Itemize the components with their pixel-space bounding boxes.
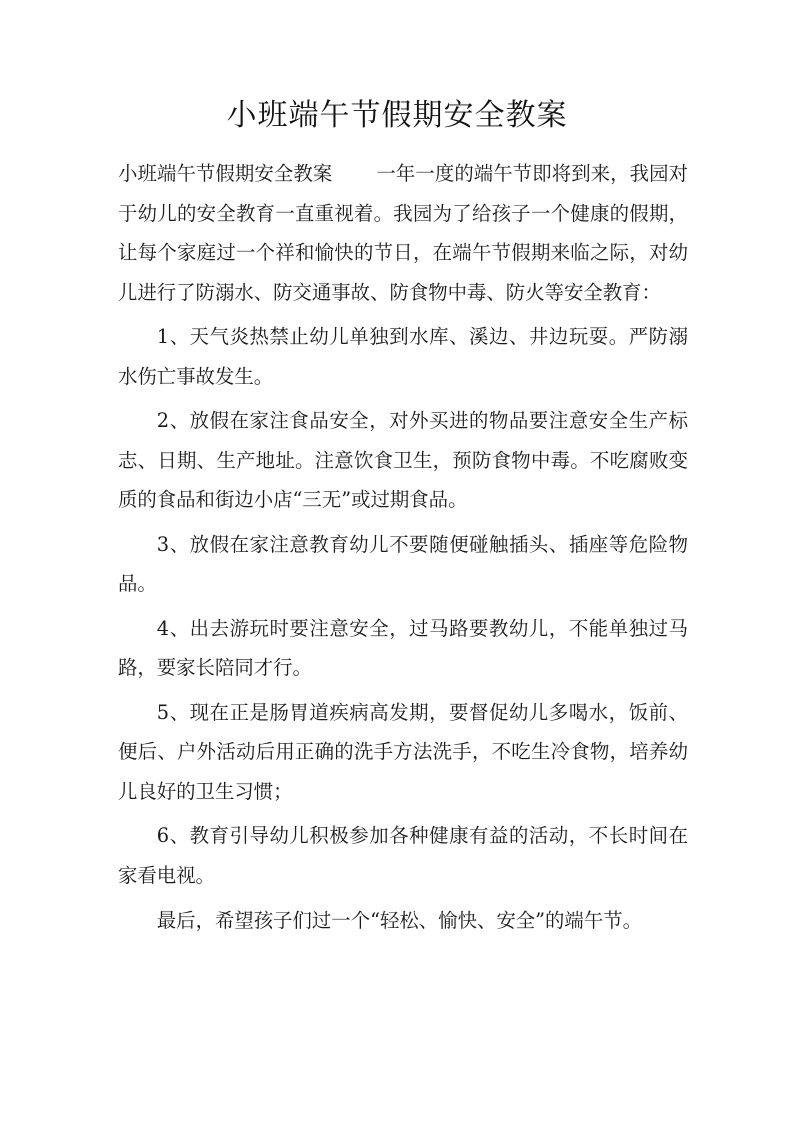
intro-paragraph	[118, 154, 688, 312]
safety-item-1: 1、天气炎热禁止幼儿单独到水库、溪边、井边玩耍。严防溺水伤亡事故发生。	[118, 325, 688, 388]
safety-item-6: 6、教育引导幼儿积极参加各种健康有益的活动，不长时间在家看电视。	[118, 824, 688, 887]
document-body	[118, 154, 688, 941]
intro-body: 一年一度的端午节即将到来，我园对于幼儿的安全教育一直重视着。我园为了给孩子一个健康的假期，让每个家庭过一个祥和愉快的节日，在端午节假期来临之际，对幼儿进行了防溺水、防交通事故、防食物中毒、防火等安全教育：	[118, 162, 688, 304]
safety-item-2: 2、放假在家注食品安全，对外买进的物品要注意安全生产标志、日期、生产地址。注意饮食卫生，预防食物中毒。不吃腐败变质的食品和街边小店“三无”或过期食品。	[118, 409, 688, 511]
safety-item-4: 4、出去游玩时要注意安全，过马路要教幼儿，不能单独过马路，要家长陪同才行。	[118, 616, 688, 679]
safety-item-3: 3、放假在家注意教育幼儿不要随便碰触插头、插座等危险物品。	[118, 532, 688, 595]
intro-lead: 小班端午节假期安全教案	[118, 162, 333, 185]
page-title: 小班端午节假期安全教案	[226, 98, 568, 133]
safety-item-5: 5、现在正是肠胃道疾病高发期，要督促幼儿多喝水，饭前、便后、户外活动后用正确的洗手方法洗手，不吃生冷食物，培养幼儿良好的卫生习惯；	[118, 700, 688, 803]
closing-paragraph: 最后，希望孩子们过一个“轻松、愉快、安全”的端午节。	[156, 909, 642, 932]
